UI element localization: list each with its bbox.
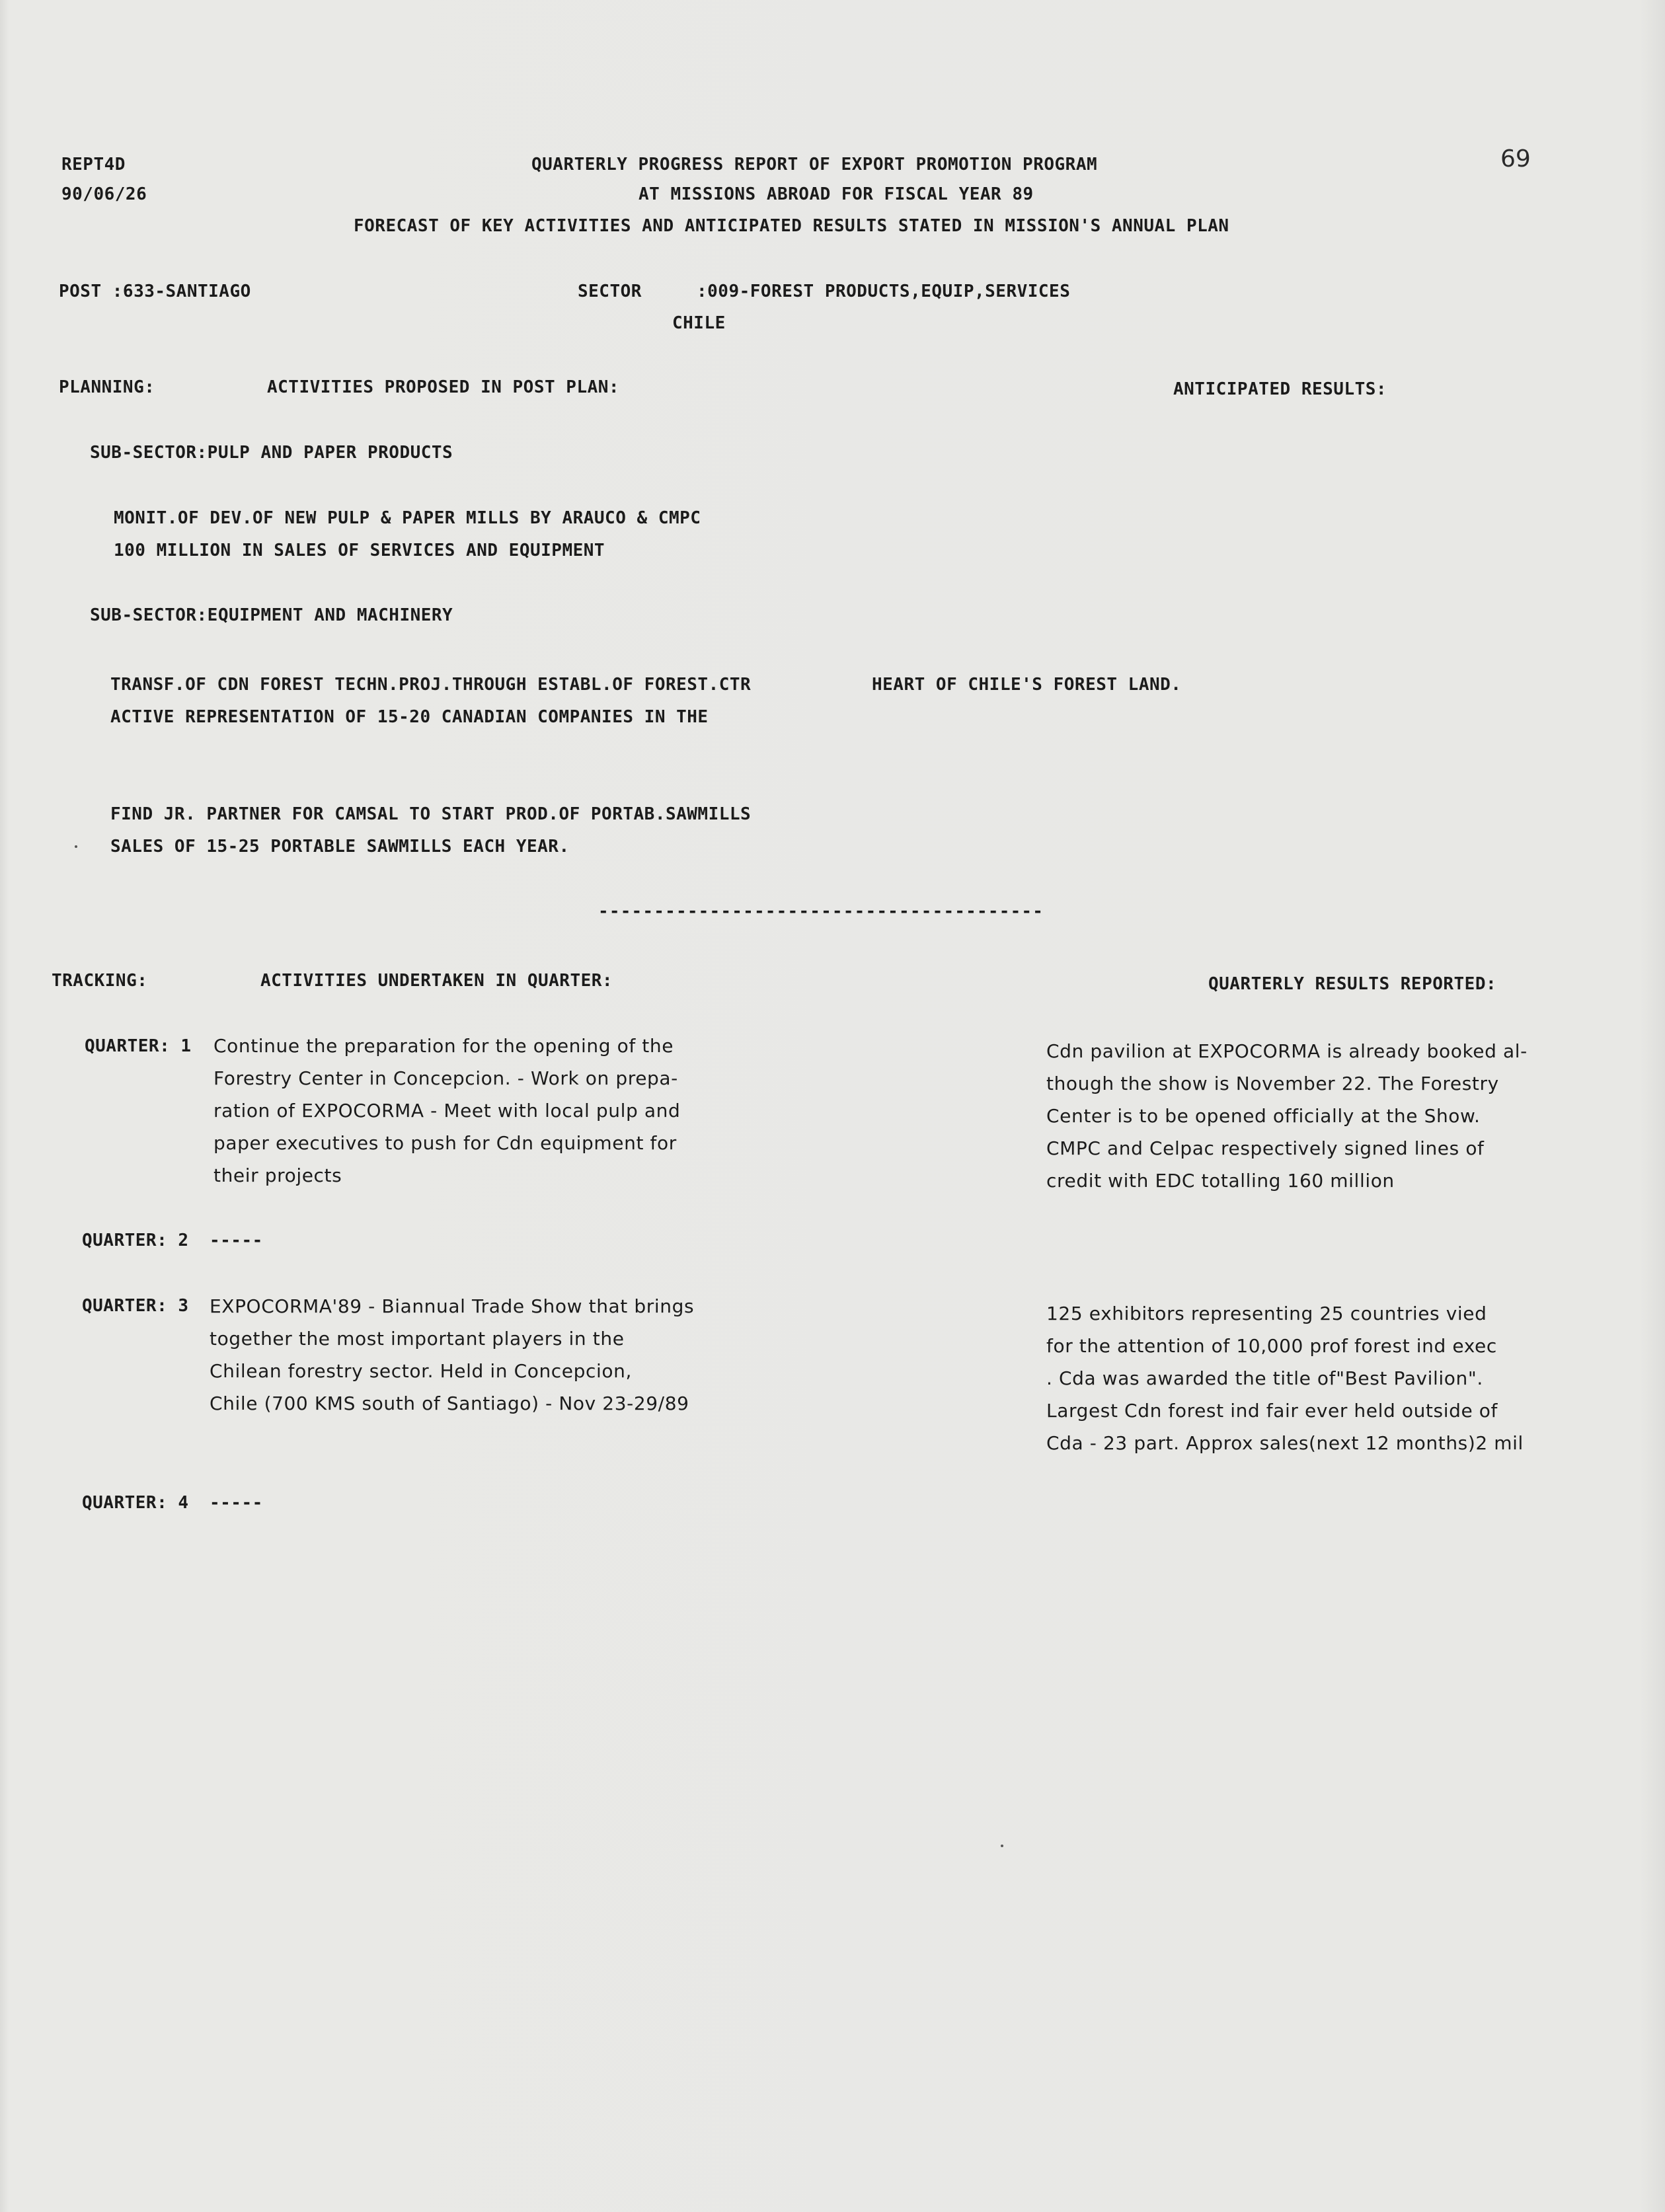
quarter-1-activity-line: Continue the preparation for the opening of the xyxy=(213,1035,674,1057)
quarter-3-results xyxy=(1046,1297,1524,1459)
post-label: POST :633-SANTIAGO xyxy=(59,282,251,301)
page-number: 69 xyxy=(1500,145,1531,172)
plan-item1-line2: 100 MILLION IN SALES OF SERVICES AND EQUIPMENT xyxy=(114,541,605,560)
quarter-1-result-line: credit with EDC totalling 160 million xyxy=(1046,1170,1395,1192)
quarter-1-result-line: CMPC and Celpac respectively signed lines of xyxy=(1046,1137,1485,1159)
plan-item2-result: HEART OF CHILE'S FOREST LAND. xyxy=(872,675,1182,695)
quarter-1-activity-line: ration of EXPOCORMA - Meet with local pulp and xyxy=(213,1100,681,1122)
quarter-3-result-line: Cda - 23 part. Approx sales(next 12 months)2 mil xyxy=(1046,1432,1524,1454)
plan-item3-line1: FIND JR. PARTNER FOR CAMSAL TO START PROD.OF PORTAB.SAWMILLS xyxy=(110,804,752,824)
quarter-3-result-line: 125 exhibitors representing 25 countries vied xyxy=(1046,1303,1487,1324)
tracking-results-heading: QUARTERLY RESULTS REPORTED: xyxy=(1208,974,1497,994)
quarter-2-activity: ----- xyxy=(210,1231,263,1250)
scan-speck xyxy=(75,845,77,848)
quarter-1-results xyxy=(1046,1035,1528,1197)
report-title-line3: FORECAST OF KEY ACTIVITIES AND ANTICIPATED RESULTS STATED IN MISSION'S ANNUAL PLAN xyxy=(354,216,1229,236)
tracking-activities-heading: ACTIVITIES UNDERTAKEN IN QUARTER: xyxy=(260,971,613,991)
sector-label: SECTOR xyxy=(578,282,642,301)
quarter-3-result-line: Largest Cdn forest ind fair ever held outside of xyxy=(1046,1400,1498,1422)
quarter-3-activities xyxy=(210,1290,694,1420)
quarter-3-result-line: for the attention of 10,000 prof forest ind exec xyxy=(1046,1335,1497,1357)
quarter-3-activity-line: Chile (700 KMS south of Santiago) - Nov 23-29/89 xyxy=(210,1392,689,1414)
quarter-1-activity-line: paper executives to push for Cdn equipment for xyxy=(213,1132,677,1154)
quarter-3-label: QUARTER: 3 xyxy=(82,1296,189,1316)
section-divider: ---------------------------------------- xyxy=(598,901,1044,921)
report-date: 90/06/26 xyxy=(61,184,147,204)
planning-results-heading: ANTICIPATED RESULTS: xyxy=(1173,379,1387,399)
report-title-line2: AT MISSIONS ABROAD FOR FISCAL YEAR 89 xyxy=(639,184,1034,204)
quarter-1-activity-line: Forestry Center in Concepcion. - Work on prepa- xyxy=(213,1067,678,1089)
planning-label: PLANNING: xyxy=(59,377,155,397)
quarter-3-activity-line: Chilean forestry sector. Held in Concepcion, xyxy=(210,1360,632,1382)
plan-item1-line1: MONIT.OF DEV.OF NEW PULP & PAPER MILLS BY ARAUCO & CMPC xyxy=(114,508,701,528)
quarter-2-label: QUARTER: 2 xyxy=(82,1231,189,1250)
tracking-label: TRACKING: xyxy=(52,971,148,991)
quarter-1-activities xyxy=(213,1030,680,1192)
quarter-1-result-line: though the show is November 22. The Forestry xyxy=(1046,1073,1499,1094)
country: CHILE xyxy=(672,313,726,333)
quarter-4-activity: ----- xyxy=(210,1493,263,1513)
subsector-pulp-paper: SUB-SECTOR:PULP AND PAPER PRODUCTS xyxy=(90,443,453,463)
quarter-3-activity-line: together the most important players in the xyxy=(210,1328,625,1350)
scan-speck xyxy=(1001,1845,1003,1847)
quarter-1-activity-line: their projects xyxy=(213,1164,342,1186)
planning-activities-heading: ACTIVITIES PROPOSED IN POST PLAN: xyxy=(267,377,620,397)
sector-value: :009-FOREST PRODUCTS,EQUIP,SERVICES xyxy=(697,282,1071,301)
plan-item3-line2: SALES OF 15-25 PORTABLE SAWMILLS EACH YEAR. xyxy=(110,837,570,857)
quarter-3-result-line: . Cda was awarded the title of"Best Pavilion". xyxy=(1046,1367,1483,1389)
quarter-3-activity-line: EXPOCORMA'89 - Biannual Trade Show that brings xyxy=(210,1295,695,1317)
subsector-equipment: SUB-SECTOR:EQUIPMENT AND MACHINERY xyxy=(90,605,453,625)
report-title-line1: QUARTERLY PROGRESS REPORT OF EXPORT PROMOTION PROGRAM xyxy=(531,155,1098,174)
plan-item2-line2: ACTIVE REPRESENTATION OF 15-20 CANADIAN COMPANIES IN THE xyxy=(110,707,709,727)
quarter-1-result-line: Center is to be opened officially at the Show. xyxy=(1046,1105,1481,1127)
plan-item2-line1: TRANSF.OF CDN FOREST TECHN.PROJ.THROUGH ESTABL.OF FOREST.CTR xyxy=(110,675,752,695)
quarter-1-result-line: Cdn pavilion at EXPOCORMA is already booked al- xyxy=(1046,1040,1528,1062)
quarter-1-label: QUARTER: 1 xyxy=(85,1036,192,1056)
quarter-4-label: QUARTER: 4 xyxy=(82,1493,189,1513)
report-id: REPT4D xyxy=(61,155,126,174)
